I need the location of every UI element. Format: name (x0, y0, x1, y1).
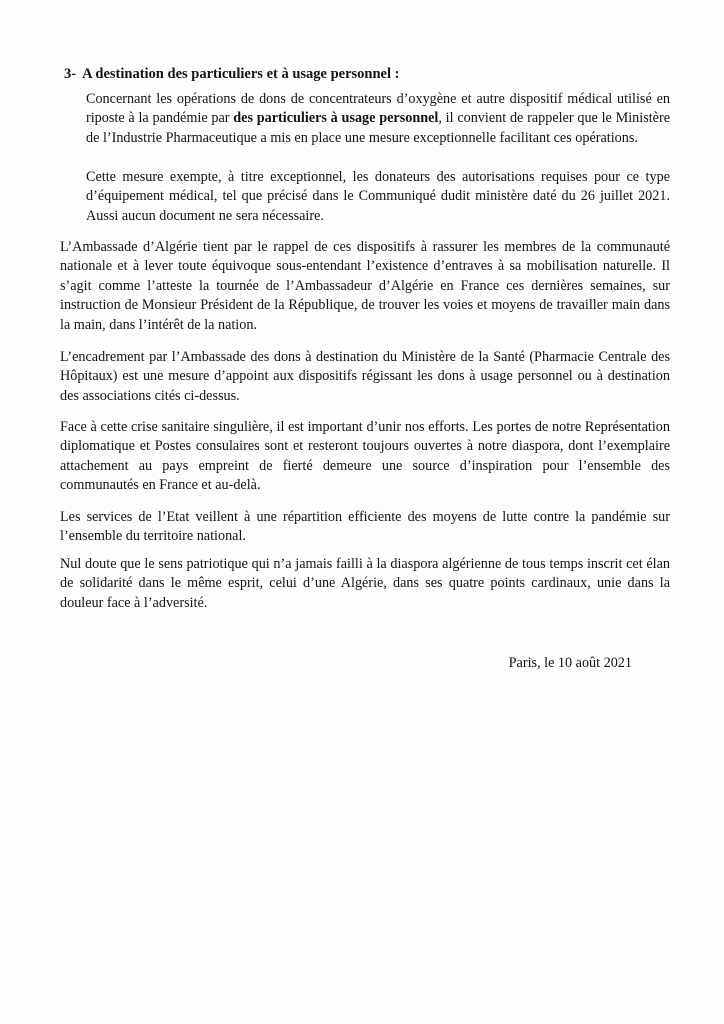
section-title: A destination des particuliers et à usage personnel : (82, 66, 400, 82)
section-number: 3- (64, 66, 77, 82)
paragraph-donations-bold: des particuliers à usage personnel (233, 110, 439, 127)
paragraph-framework: L’encadrement par l’Ambassade des dons à destination du Ministère de la Santé (Pharmacie Centrale des Hôpitaux) est une mesure d’appoint aux dispositifs régissant les dons à usage personnel ou à destination des associations cités ci-dessus. (60, 349, 670, 404)
paragraph-embassy: L’Ambassade d’Algérie tient par le rappel de ces dispositifs à rassurer les membres de la communauté nationale et à lever toute équivoque sous-entendant l’existence d’entraves à sa mobilisation naturelle. Il s’agit comme l’atteste la tournée de l’Ambassadeur d’Algérie en France ces dernières semaines, sur instruction de Monsieur Président de la République, de trouver les voies et moyens de travailler main dans la main, dans l’intérêt de la nation. (60, 239, 670, 333)
paragraph-donations (86, 90, 670, 148)
paragraph-state-services: Les services de l’Etat veillent à une répartition efficiente des moyens de lutte contre la pandémie sur l’ensemble du territoire national. (60, 509, 670, 545)
section-heading (64, 66, 664, 83)
paragraph-donations-text-2: , il convient de rappeler que le Ministère de l’Industrie Pharmaceutique a mis en place une mesure exceptionnelle facilitant ces opérations. (86, 110, 670, 146)
paragraph-crisis: Face à cette crise sanitaire singulière, il est important d’unir nos efforts. Les portes de notre Représentation diplomatique et Postes consulaires sont et resteront toujours ouvertes à notre diaspora, dont l’exemplaire attachement au pays empreint de fierté demeure une source d’inspiration pour l’ensemble des communautés en France et au-delà. (60, 419, 670, 494)
paragraph-solidarity: Nul doute que le sens patriotique qui n’a jamais failli à la diaspora algérienne de tous temps inscrit cet élan de solidarité dans le même esprit, celui d’une Algérie, dans ses quatre points cardinaux, unie dans la douleur face à l’adversité. (60, 556, 670, 611)
paragraph-donations-text-1: Concernant les opérations de dons de concentrateurs d’oxygène et autre dispositif médical utilisé en riposte à la pandémie par (86, 91, 670, 127)
paragraph-exemption: Cette mesure exempte, à titre exceptionnel, les donateurs des autorisations requises pour ce type d’équipement médical, tel que précisé dans le Communiqué dudit ministère daté du 26 juillet 2021. Aussi aucun document ne sera nécessaire. (86, 169, 670, 224)
signoff-date: Paris, le 10 août 2021 (508, 655, 632, 671)
